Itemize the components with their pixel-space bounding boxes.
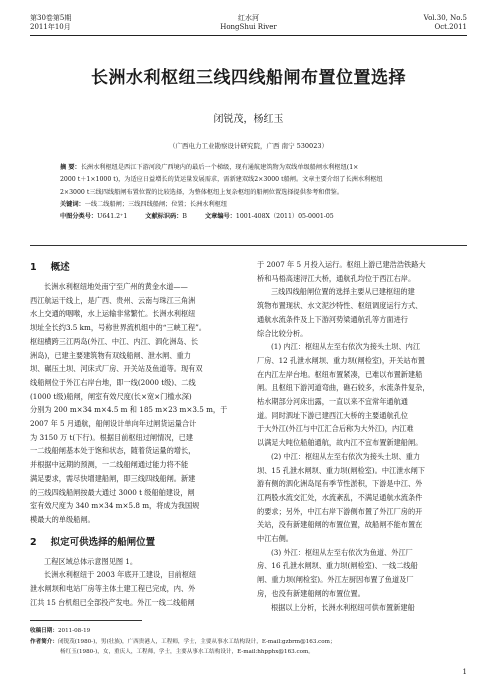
page-number: 1: [462, 668, 467, 676]
header-rule: [30, 35, 467, 36]
issue-date: 2011年10月: [30, 23, 71, 31]
paragraph: (3) 外江：枢纽从左至右依次为鱼道、外江厂 房、16 孔泄水闸坝、重力坝(闸检室)、一线二线船 闸、重力坝(闸检室)。外江左厨因布置了鱼道及厂 房，也没有新建船闸的布置位置。: [257, 547, 418, 598]
doc-code: 文献标识码：B: [145, 213, 187, 221]
paragraph: 于 2007 年 5 月投入运行。枢纽上游已建浩浩铁路大 桥和马梧高速浔江大桥，通航孔均位于西江右岸。: [257, 260, 426, 283]
left-column: [30, 258, 243, 609]
right-column: [257, 258, 467, 614]
abstract-line: 2000 t＋1×1000 t)，为适应日益增长的货运量发展需求，需新建双线2×3000 t船闸。文章主要介绍了长洲水利枢纽: [60, 176, 383, 184]
section-heading: 2 拟定可供选择的船闸位置: [30, 536, 156, 548]
abstract-block: [60, 162, 450, 223]
article-number: 文章编号：1001-408X（2011）05-0001-05: [204, 213, 334, 221]
abstract-line: 2×3000 t三线四线船闸布置位置的比较选择，为整体枢纽上复杂枢纽的船闸位置选择提供参考和借鉴。: [60, 188, 344, 196]
clc-number: 中图分类号：U641.2⁺1: [60, 213, 128, 221]
abstract-label: 摘 要：: [60, 164, 81, 171]
volume-issue: 第30卷第5期: [30, 14, 72, 22]
author-bio: 杨红玉(1980-)，女，重庆人，工程师，学士，主要从事水工结构设计，E-mail:hhpphx@163.com。: [60, 649, 314, 655]
abstract-rule: [30, 245, 467, 246]
paragraph: 工程区域总体示意图见图 1。 长洲水利枢纽于 2003 年底开工建设，目前枢纽 泄水闸坝和电站厂房等主体土建工程已完成，内、外 江共 15 台机组已全部投产发电。外江一线二线船闸: [30, 556, 197, 607]
section-heading: 1 概述: [30, 262, 70, 273]
footnote-rule: [30, 620, 142, 621]
paragraph: 根据以上分析，长洲水利枢纽可供布置新建船: [271, 602, 415, 612]
paragraph: (2) 中江：枢纽从左至右依次为接头土坝、重力 坝、15 孔泄水闸坝、重力坝(闸检室)。中江泄水闸下 游有侧的泗化洲岛尾有季节性淤积，下游是中江、外 江两股水流交汇处，水流紊乱，不满足通航水流条件 的要求；另外，中江右岸下游侧布置了外江厂房的开 关站，没有新建船闸的布置位置，故船闸不能布置在 中江右侧。: [257, 451, 425, 544]
journal-name-en: HongShui River: [220, 23, 277, 31]
keywords-label: 关键词：: [60, 200, 85, 208]
paper-title: 长洲水利枢纽三线四线船闸布置位置选择: [91, 68, 406, 88]
author-bio: 作者简介：闭锐茂(1980-)，男(壮族)，广西贵港人，工程师，学士，主要从事水工结构设计，E-mail:gzbrm@163.com；: [30, 638, 336, 645]
paragraph: 长洲水利枢纽地处南宁至广州的黄金水道—— 西江航运干线上，是广西、贵州、云南与珠江三角洲 水上交通的咽喉，水上运输非常繁忙。长洲水利枢纽 坝址全长约3.5 km，号称世界流机组中的“三峡工程”。 枢纽横跨三江两岛(外江、中江、内江、泗化洲岛、长 洲岛)，已建主要建筑物有双线船闸、泄水闸、重力 坝、碾压土坝、河床式厂房、开关站及鱼道等。现有双 线船闸位于外江右岸台地，即一线(2000 t级)、二线 (1000 t级)船闸，闸室有效尺度(长×宽×门槛水深) 分别为 200 m×34 m×4.5 m 和 185 m×23 m×3.5 m，于 2007 年 5 月通航，船闸设计单向年过闸货运量合计 为 3150 万 t(下行)。根据目前枢纽过闸情况，已建 一二线船闸基本处于饱和状态，随着货运量的增长， 并根据中远期的预测，一二线船闸通过能力将不能 满足要求，需尽快增建船闸，即三线四线船闸。新建 的三线四线船闸按最大通过 3000 t 级船舶建设，闸 室有效尺度为 340 m×34 m×5.8 m，将成为我国规 模最大的单级船闸。: [30, 282, 228, 524]
journal-name-cn: 红水河: [238, 14, 259, 22]
keywords: [60, 199, 450, 211]
volume-issue-en: Vol.30, No.5: [423, 14, 467, 22]
abstract-line: 摘 要：长洲水利枢纽是西江下游河段广西境内的最后一个梯级，现有通航建筑物为双线单级船闸水利枢纽(1×: [60, 164, 359, 171]
journal-volume-right: [424, 14, 467, 32]
classification-row: [60, 211, 450, 223]
footnote: [30, 626, 470, 658]
issue-date-en: Oct.2011: [434, 23, 467, 31]
affiliation: （广西电力工业勘察设计研究院，广西 南宁 530023）: [169, 142, 328, 150]
received-date: 收稿日期：2011-08-19: [30, 628, 91, 634]
authors: 闭锐茂，杨红玉: [213, 114, 284, 125]
paragraph: 三线四线船闸位置的选择主要从已建枢纽的建 筑物布置现状、水文泥沙特性、枢纽调度运行方式、 通航水流条件及上下游河势梁通航孔等方面进行 综合比较分析。: [257, 287, 423, 338]
keywords-value: 一线二线船闸；三线四线船闸；位置；长洲水利枢纽: [84, 200, 228, 208]
paragraph: (1) 内江：枢纽从左至右依次为接头土坝、内江 厂房、12 孔泄水闸坝、重力坝(闸检室)，开关站布置 在内江左岸台地。枢纽布置紧凑，已难以布置新建船 闸。且枢纽下游河道弯曲，礁石较多，水流条件复杂， 枯水期部分河床出露，一直以来不宜常年通航通 道。同时泗址下游已建西江大桥的主要通航孔位 于大外江(外江与中江汇合后称为大外江)，内江难 以满足大吨位船舶通航，故内江不宜布置新建船闸。: [257, 342, 430, 448]
journal-name: [0, 14, 497, 32]
